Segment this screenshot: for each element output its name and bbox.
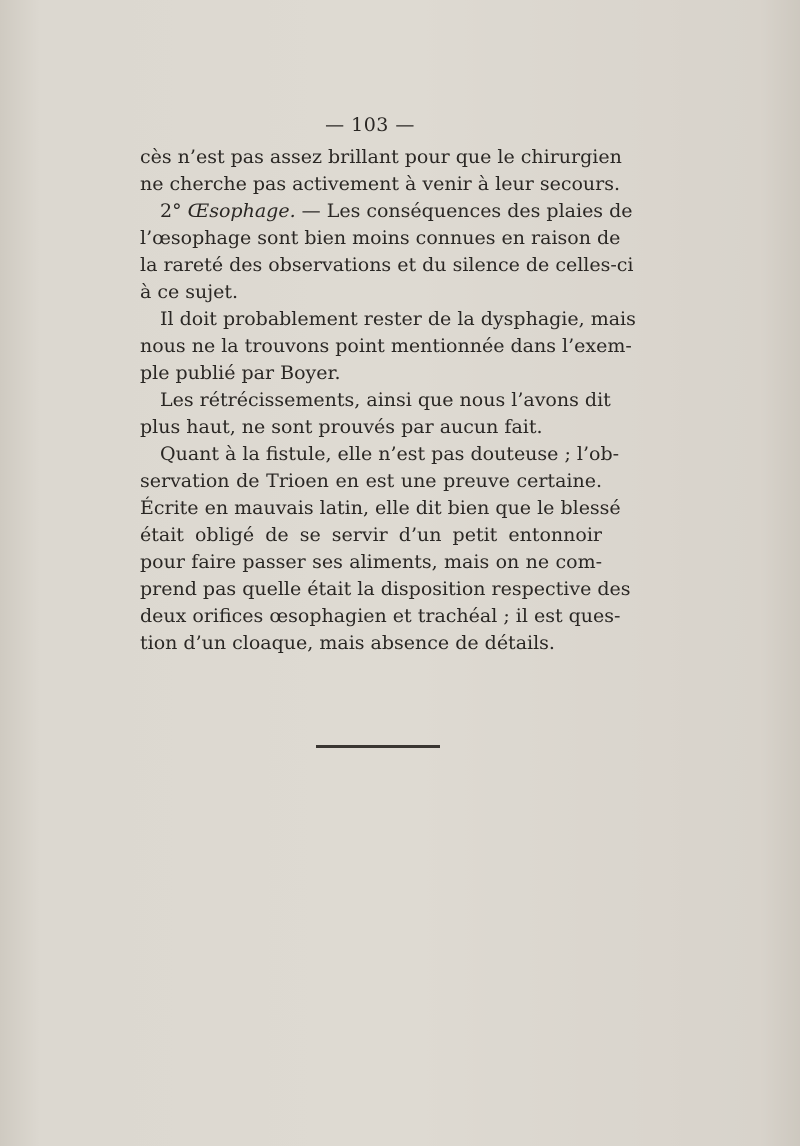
text-line: à ce sujet.	[140, 281, 239, 303]
text-line: plus haut, ne sont prouvés par aucun fait.	[140, 416, 543, 438]
text-line: Quant à la fistule, elle n’est pas douteuse ; l’ob-	[160, 443, 620, 465]
paragraph-4	[140, 387, 611, 441]
text-line: l’œsophage sont bien moins connues en raison de	[140, 227, 621, 249]
text-line: Il doit probablement rester de la dysphagie, mais	[160, 308, 636, 330]
text-line: nous ne la trouvons point mentionnée dans l’exem-	[140, 335, 632, 357]
text-line: prend pas quelle était la disposition respective des	[140, 578, 631, 600]
paragraph-2	[140, 198, 634, 306]
page-number: — 103 —	[325, 114, 415, 136]
text-fragment: — Les conséquences des plaies de	[295, 200, 633, 222]
text-line: tion d’un cloaque, mais absence de détails.	[140, 632, 555, 654]
text-line: la rareté des observations et du silence de celles-ci	[140, 254, 634, 276]
section-number: 2°	[160, 200, 188, 222]
paragraph-1	[140, 144, 622, 198]
text-line: Écrite en mauvais latin, elle dit bien que le blessé	[140, 497, 621, 519]
text-line: ple publié par Boyer.	[140, 362, 341, 384]
text-line: pour faire passer ses aliments, mais on ne com-	[140, 551, 602, 573]
text-line: ne cherche pas activement à venir à leur secours.	[140, 173, 621, 195]
end-rule	[316, 745, 440, 748]
paragraph-5	[140, 441, 631, 657]
text-line: cès n’est pas assez brillant pour que le chirurgien	[140, 146, 622, 168]
text-line: était obligé de se servir d’un petit entonnoir	[140, 524, 602, 546]
text-line: servation de Trioen en est une preuve certaine.	[140, 470, 602, 492]
section-title: Œsophage.	[187, 200, 296, 222]
paragraph-3	[140, 306, 636, 387]
text-line: Les rétrécissements, ainsi que nous l’avons dit	[160, 389, 611, 411]
text-line	[140, 198, 633, 225]
body-text	[140, 144, 636, 657]
text-line: deux orifices œsophagien et trachéal ; il est ques-	[140, 605, 621, 627]
